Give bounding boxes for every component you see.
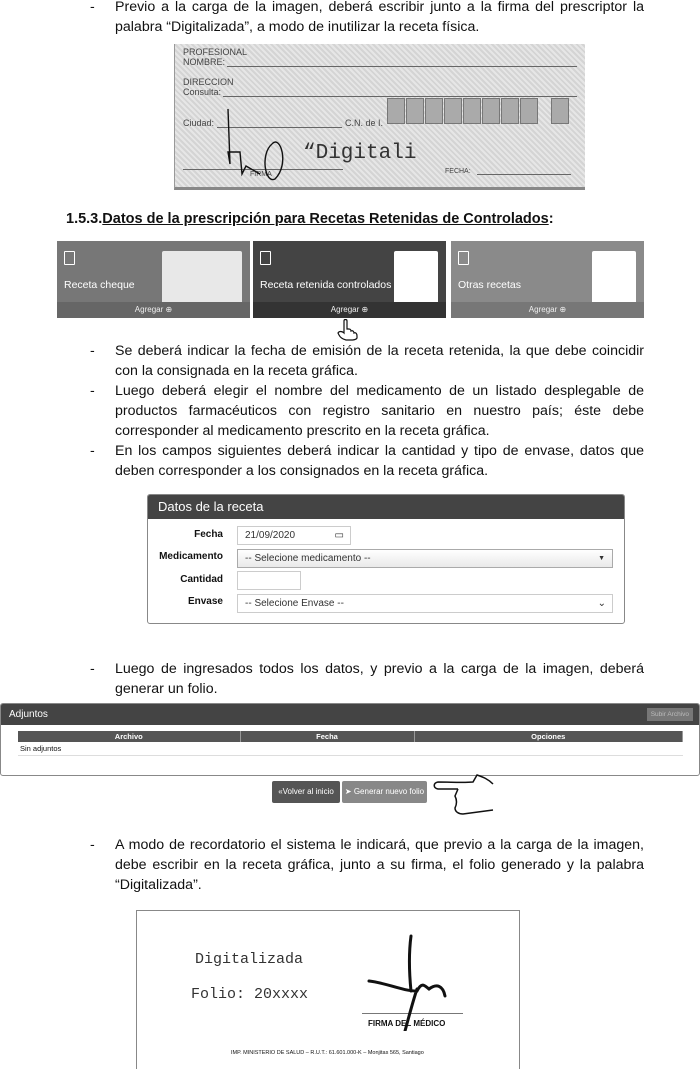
- receta-thumbnail: [162, 251, 242, 308]
- panel-title: Datos de la receta: [148, 495, 624, 519]
- card-otras-recetas[interactable]: Otras recetas Agregar ⊕: [451, 241, 644, 318]
- file-icon: [260, 251, 271, 265]
- fecha-input[interactable]: 21/09/2020 ▭: [237, 526, 351, 545]
- calendar-icon[interactable]: ▭: [334, 530, 344, 541]
- datos-receta-panel: Datos de la receta Fecha 21/09/2020 ▭ Medicamento -- Selecione medicamento -- ▼ Cantidad Envase -- Selecione Envase -- ⌄: [147, 494, 625, 624]
- panel-title: Adjuntos Subir Archivo: [1, 704, 699, 725]
- add-button[interactable]: Agregar: [134, 305, 164, 314]
- upload-button[interactable]: Subir Archivo: [647, 708, 693, 721]
- receta-thumbnail: [394, 251, 438, 308]
- plus-circle-icon: ⊕: [559, 305, 567, 314]
- generate-folio-button[interactable]: ➤ Generar nuevo folio: [342, 781, 427, 803]
- prescription-form-image: PROFESIONAL NOMBRE: DIRECCION Consulta: Ciudad: C.N. de I. “Digitali FIRMA FECHA:: [174, 44, 585, 190]
- envase-select[interactable]: -- Selecione Envase -- ⌄: [237, 594, 613, 613]
- bullet-item: - Previo a la carga de la imagen, deberá escribir junto a la firma del prescriptor la palabra “Digitalizada”, a modo de inutilizar la receta física.: [90, 0, 644, 35]
- signed-prescription-image: Digitalizada Folio: 20xxxx FIRMA DEL MÉDICO IMP. MINISTERIO DE SALUD – R.U.T.: 61.601.000-K – Monjitas 565, Santiago: [136, 910, 520, 1069]
- signature-icon: [220, 104, 300, 189]
- pointing-hand-icon: [433, 774, 495, 816]
- bullet-item: - Luego de ingresados todos los datos, y previo a la carga de la imagen, deberá generar un folio.: [90, 661, 644, 697]
- chevron-down-icon: ⌄: [597, 598, 606, 609]
- bullet-item: - Se deberá indicar la fecha de emisión de la receta retenida, la que debe coincidir con la consignada en la receta gráfica.: [90, 343, 644, 379]
- back-button[interactable]: «Volver al inicio: [272, 781, 340, 803]
- receta-thumbnail: [592, 251, 636, 308]
- document-icon: [64, 251, 75, 265]
- add-button[interactable]: Agregar: [528, 305, 558, 314]
- bullet-item: - Luego deberá elegir el nombre del medicamento de un listado desplegable de productos farmacéuticos con registro sanitario en nuestro país; éste debe corresponder al medicamento prescrito en la receta gráfica.: [90, 383, 644, 439]
- card-receta-retenida[interactable]: Receta retenida controlados Agregar ⊕: [253, 241, 446, 318]
- cantidad-input[interactable]: [237, 571, 301, 590]
- medicamento-select[interactable]: -- Selecione medicamento -- ▼: [237, 549, 613, 568]
- pointing-hand-icon: [336, 319, 362, 341]
- plus-circle-icon: ⊕: [165, 305, 173, 314]
- add-button[interactable]: Agregar: [330, 305, 360, 314]
- send-icon: ➤: [344, 787, 354, 796]
- bullet-item: - En los campos siguientes deberá indicar la cantidad y tipo de envase, datos que deben corresponder a los consignados en la receta gráfica.: [90, 443, 644, 479]
- signature-icon: [367, 931, 457, 1031]
- section-heading: 1.5.3.Datos de la prescripción para Recetas Retenidas de Controlados:: [66, 211, 554, 227]
- table-row: Sin adjuntos: [18, 742, 683, 755]
- chevron-down-icon: ▼: [598, 555, 605, 562]
- adjuntos-panel: [0, 703, 700, 776]
- bullet-item: - A modo de recordatorio el sistema le indicará, que previo a la carga de la imagen, debe escribir en la receta gráfica, junto a su firma, el folio generado y la palabra “Digitalizada”.: [90, 837, 644, 893]
- adjuntos-table: Archivo Fecha Opciones Sin adjuntos: [18, 731, 683, 756]
- card-receta-cheque[interactable]: Receta cheque Agregar ⊕: [57, 241, 250, 318]
- double-chevron-left-icon: «: [278, 787, 283, 796]
- plus-circle-icon: ⊕: [361, 305, 369, 314]
- file-icon: [458, 251, 469, 265]
